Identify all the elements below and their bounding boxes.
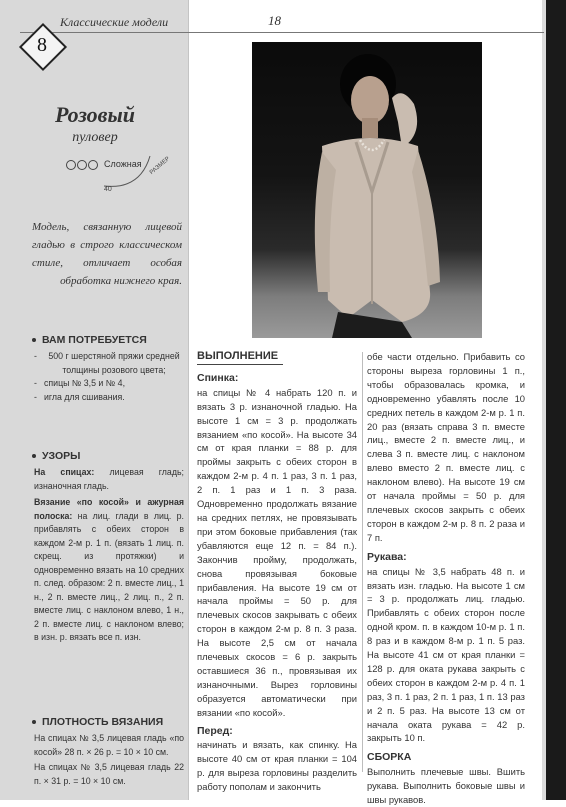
sleeves-heading: Рукава: (367, 550, 407, 563)
ring-icon (66, 160, 76, 170)
front-heading: Перед: (197, 724, 233, 737)
back-heading: Спинка: (197, 371, 239, 384)
ring-icon (88, 160, 98, 170)
size-value: 40 (104, 186, 112, 193)
gauge-line: На спицах № 3,5 лицевая гладь 22 п. × 31 р. = 10 × 10 см. (34, 762, 184, 786)
patterns-heading (32, 450, 80, 462)
page-number: 18 (268, 13, 281, 28)
front-continuation: обе части отдельно. Прибавить со стороны выреза горловины 1 п., чтобы образовалась кромка, и одновременно убавлять после 10 средних петель в каждом 2-м р. 1 п. 20 раз (вязать справа 3 п. вместе лиц., вместе 2 п. вместе лиц., и слева 3 п. вместе лиц. с наклоном влево вместо 2 п. вместе лиц. с наклоном влево). На высоте 19 см от начала проймы = 50 р. для плечевых скосов закрыть с обеих сторон в каждом 2-м р. 8 п. 2 раза и 7 п. (367, 351, 525, 543)
instructions-column-2 (367, 350, 525, 807)
patterns-text (34, 466, 184, 645)
section-title: Классические модели (60, 15, 169, 29)
materials-heading (32, 334, 147, 346)
sleeves-paragraph: на спицы № 3,5 набрать 48 п. и вязать изн. гладью. На высоте 1 см = 3 р. продолжать лиц. гладью. Прибавлять с обеих сторон после одной кром. п. в каждом 10-м р. 1 п. 8 раз и в каждом 8-м р. 1 п. 5 раз. На высоте 41 см от края планки = 128 р. для оката рукава закрыть с обеих сторон в каждом 2-м р. 4 п. 1 раз, 3 п. 1 раз, 2 п. 1 раз, 1 п. 13 раз и 2 п. 5 раз. На высоте 13 см от начала оката рукава = 42 р. закрыть 10 п. (367, 565, 525, 744)
needles-label: На спицах: (34, 467, 95, 477)
model-intro: Модель, связанную лицевой гладью в строго классическом стиле, отличает особая обработка нижнего края. (32, 221, 182, 287)
assembly-heading: СБОРКА (367, 751, 412, 764)
instructions-heading: ВЫПОЛНЕНИЕ (197, 350, 279, 362)
gauge-heading (32, 716, 163, 728)
ring-icon (77, 160, 87, 170)
cable-label: Вязание «по косой» и ажурная полоска: (34, 497, 184, 521)
column-divider (362, 352, 363, 772)
gauge-line: На спицах № 3,5 лицевая гладь «по косой» 28 п. × 26 р. = 10 × 10 см. (34, 733, 184, 757)
needles-text: лицевая гладь; изнаночная гладь. (34, 467, 184, 491)
materials-list (34, 350, 184, 404)
list-item: - игла для сшивания. (34, 391, 184, 405)
bullet-icon (32, 454, 36, 458)
model-subtitle: пуловер (72, 130, 118, 145)
cable-paragraph (34, 496, 184, 645)
cable-text: на лиц. глади в лиц. р. прибавлять с обеих сторон в каждом 2-м р. 1 п. (вязать 1 лиц. п. скрещ. из протяжки) и одновременно вязать на 10 средних п. след. образом: 2 п. вместе лиц., 1 н., 2 п. вместе лиц., 2 лиц. п., 2 п. вместе лиц. с наклоном влево, 1 н., 2 п. вместе лиц. с наклоном влево; в изн. р. вязать все п. изн. (34, 510, 184, 642)
model-number-badge (20, 24, 64, 68)
list-item: - 500 г шерстяной пряжи средней толщины розового цвета; (34, 350, 184, 377)
instructions-column-1 (197, 350, 357, 794)
heading-underline (197, 364, 283, 365)
list-item: - спицы № 3,5 и № 4, (34, 377, 184, 391)
page-binding-edge (546, 0, 566, 800)
needles-paragraph (34, 466, 184, 493)
back-paragraph: на спицы № 4 набрать 120 п. и вязать 3 р. изнаночной гладью. На высоте 1 см = 3 р. продолжать вязанием «по косой». На высоте 34 см от края планки = 88 р. для проймы закрыть с обеих сторон в каждом 2-м р. 4 п. 1 раз, 3 п. 1 раз, 2 п. 1 раз и 1 п. 3 раза. Одновременно продолжать вязание на средних петлях, не провязывать при этом боковые прибавления (так убавляются еще 12 п. = 84 п.). Закончив пройму, продолжать, снова провязывая боковые прибавления. На высоте 19 см от начала проймы = 50 р. для плечевых скосов закрывать с обеих сторон в каждом 2-м р. 8 п. 3 раза. На высоте 2,5 см от начала плечевых скосов = 6 р. закрыть оставшиеся 36 п., провязывая их изнаночными. Вырез горловины образуется автоматически при вязании «по косой». (197, 386, 357, 718)
sidebar-divider (188, 0, 189, 800)
difficulty-rings (66, 156, 99, 170)
gauge-heading-text: ПЛОТНОСТЬ ВЯЗАНИЯ (42, 716, 164, 728)
patterns-heading-text: УЗОРЫ (42, 450, 81, 462)
model-title: Розовый (55, 102, 135, 127)
materials-heading-text: ВАМ ПОТРЕБУЕТСЯ (42, 334, 147, 346)
photo-illustration (252, 42, 482, 338)
size-label: РАЗМЕР (148, 155, 172, 177)
model-number: 8 (37, 34, 47, 56)
bullet-icon (32, 338, 36, 342)
model-photo (252, 42, 482, 338)
bullet-icon (32, 720, 36, 724)
assembly-paragraph: Выполнить плечевые швы. Вшить рукава. Выполнить боковые швы и швы рукавов. (367, 766, 525, 806)
difficulty-label: Сложная (104, 159, 142, 169)
gauge-text (34, 732, 184, 788)
front-paragraph: начинать и вязать, как спинку. На высоте 40 см от края планки = 104 р. для выреза горловины разделить работу пополам и закончить (197, 739, 357, 793)
